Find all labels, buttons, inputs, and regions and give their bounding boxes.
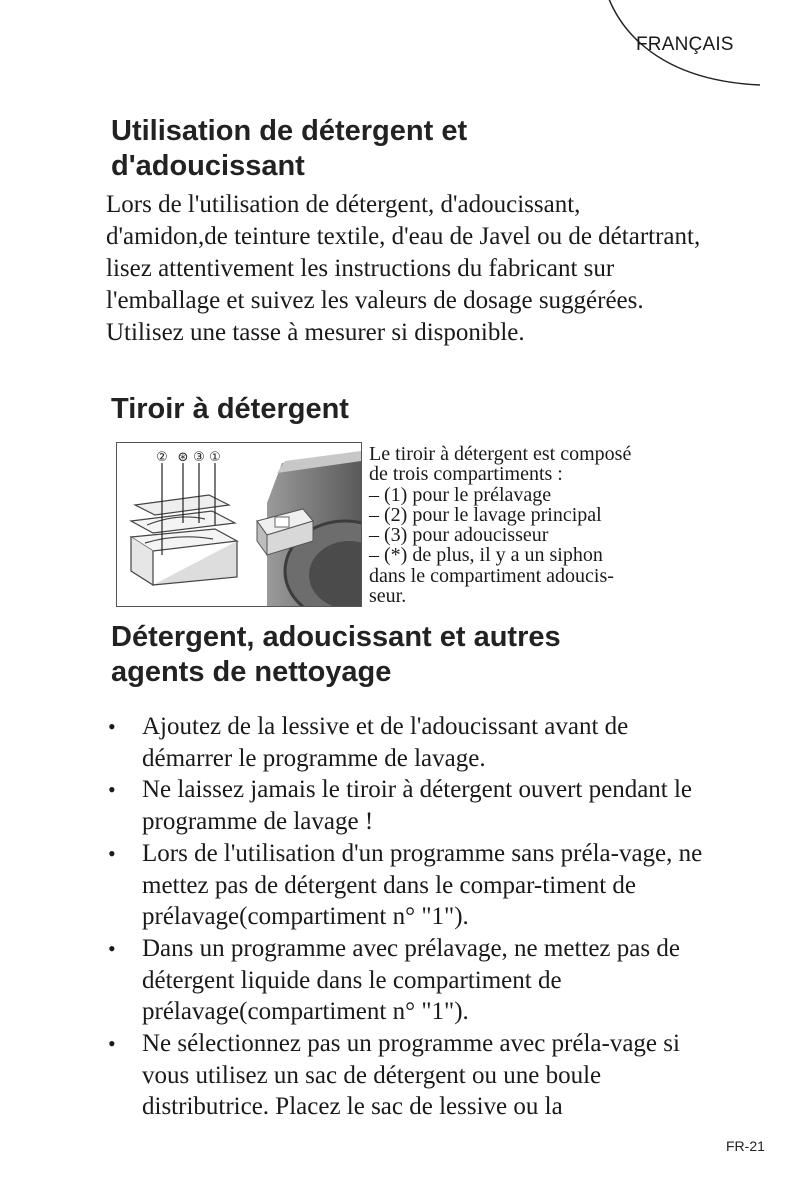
drawer-label: ③: [193, 450, 205, 465]
title-line: agents de nettoyage: [111, 656, 392, 688]
drawer-line: – (3) pour adoucisseur: [369, 524, 549, 547]
list-item: [106, 933, 716, 1028]
section-title-detergent: [111, 620, 711, 690]
bullet-icon: •: [108, 1031, 116, 1057]
drawer-line: – (1) pour le prélavage: [369, 483, 552, 506]
drawer-line: – (2) pour le lavage principal: [369, 503, 602, 526]
drawer-line: Le tiroir à détergent est composé: [369, 443, 632, 465]
drawer-line: de trois compartiments :: [369, 463, 563, 486]
drawer-label: ②: [156, 450, 168, 465]
list-item-text: Lors de l'utilisation d'un programme sans préla-vage, ne mettez pas de détergent dans le compar-timent de prélavage(compartiment n° "1").: [142, 839, 703, 931]
title-line: Utilisation de détergent et: [111, 115, 468, 147]
drawer-description: [369, 444, 699, 606]
section-title-usage: [111, 114, 671, 184]
drawer-line: dans le compartiment adoucis-: [369, 564, 614, 587]
list-item-text: Ne sélectionnez pas un programme avec préla-vage si vous utilisez un sac de détergent ou une boule distributrice. Placez le sac de lessive ou la: [142, 1030, 680, 1121]
drawer-line: – (*) de plus, il y a un siphon: [369, 544, 603, 567]
section-title-drawer: Tiroir à détergent: [111, 393, 349, 425]
list-item-text: Ne laissez jamais le tiroir à détergent ouvert pendant le programme de lavage !: [142, 776, 693, 836]
page-number: FR-21: [726, 1138, 765, 1154]
language-label: FRANÇAIS: [636, 34, 734, 55]
list-item: [106, 838, 716, 933]
drawer-label: ⊛: [177, 450, 189, 465]
list-item: [106, 1028, 716, 1123]
list-item: [106, 711, 716, 774]
detergent-bullet-list: [106, 711, 716, 1123]
title-line: d'adoucissant: [111, 150, 305, 182]
title-line: Détergent, adoucissant et autres: [111, 621, 561, 653]
drawer-diagram: [131, 463, 237, 585]
drawer-illustration: [117, 443, 361, 606]
drawer-label: ①: [209, 450, 221, 465]
detergent-drawer-figure: [116, 442, 362, 607]
drawer-line: seur.: [369, 585, 407, 608]
washing-machine-image: [257, 451, 361, 606]
list-item: [106, 774, 716, 837]
bullet-icon: •: [108, 935, 116, 961]
bullet-icon: •: [108, 777, 116, 803]
list-item-text: Ajoutez de la lessive et de l'adoucissant avant de démarrer le programme de lavage.: [142, 713, 629, 772]
bullet-icon: •: [108, 840, 116, 866]
intro-paragraph: Lors de l'utilisation de détergent, d'adoucissant, d'amidon,de teinture textile, d'eau de Javel ou de détartrant, lisez attentivement les instructions du fabricant sur l'emballage et suivez les valeurs de dosage suggérées. Utilisez une tasse à mesurer si disponible.: [106, 191, 701, 346]
list-item-text: Dans un programme avec prélavage, ne mettez pas de détergent liquide dans le compartiment de prélavage(compartiment n° "1").: [142, 934, 680, 1026]
bullet-icon: •: [108, 714, 116, 739]
